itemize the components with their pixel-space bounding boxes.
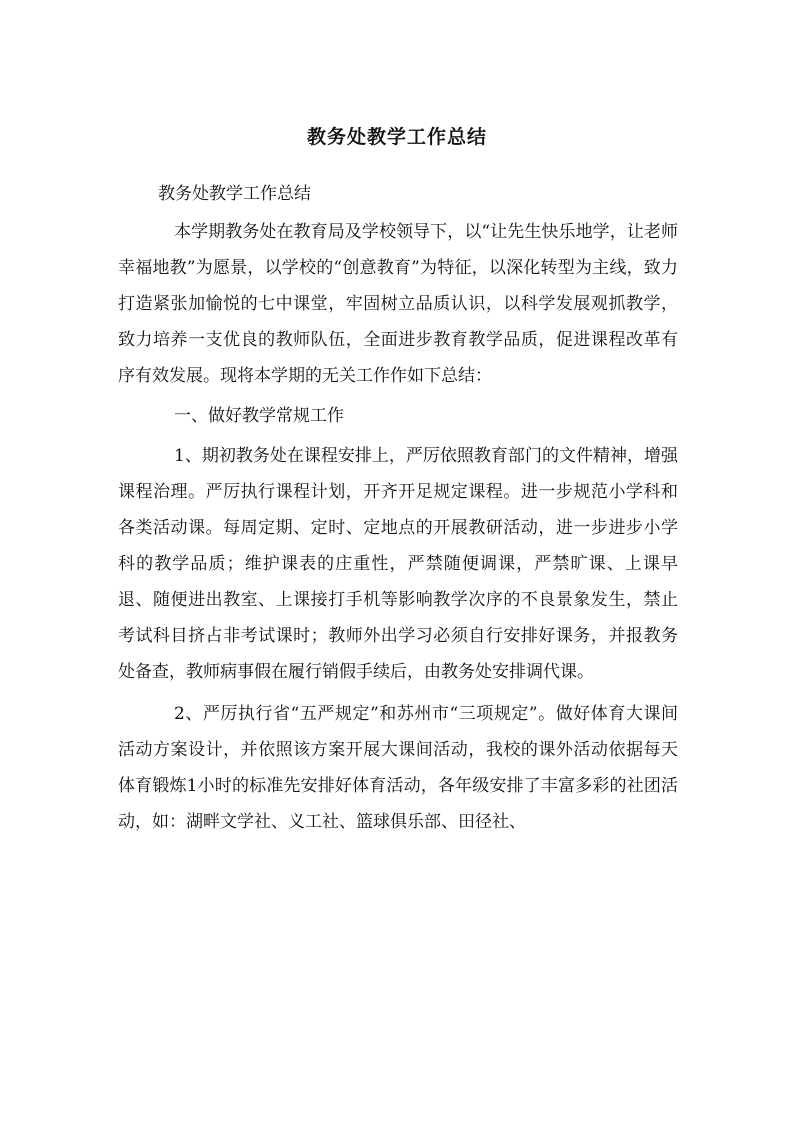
section-heading-1: 一、做好教学常规工作 [174, 406, 344, 426]
document-subtitle: 教务处教学工作总结 [158, 184, 311, 204]
document-body [118, 178, 678, 840]
intro-paragraph: 本学期教务处在教育局及学校领导下，以“让先生快乐地学，让老师幸福地教”为愿景，以学校的“创意教育”为特征，以深化转型为主线，致力打造紧张加愉悦的七中课堂，牢固树立品质认识，以科学发展观抓教学，致力培养一支优良的教师队伍，全面进步教育教学品质，促进课程改革有序有效发展。现将本学期的无关工作作如下总结： [118, 222, 678, 386]
item-2-paragraph: 2、严厉执行省“五严规定”和苏州市“三项规定”。做好体育大课间活动方案设计，并依照该方案开展大课间活动，我校的课外活动依据每天体育锻炼1小时的标准先安排好体育活动，各年级安排了丰富多彩的社团活动，如：湖畔文学社、义工社、篮球俱乐部、田径社、 [118, 704, 678, 832]
document-title: 教务处教学工作总结 [306, 126, 487, 148]
item-1-paragraph: 1、期初教务处在课程安排上，严厉依照教育部门的文件精神，增强课程治理。严厉执行课程计划，开齐开足规定课程。进一步规范小学科和各类活动课。每周定期、定时、定地点的开展教研活动，进一步进步小学科的教学品质；维护课表的庄重性，严禁随便调课，严禁旷课、上课早退、随便进出教室、上课接打手机等影响教学次序的不良景象发生，禁止考试科目挤占非考试课时；教师外出学习必须自行安排好课务，并报教务处备查，教师病事假在履行销假手续后，由教务处安排调代课。 [118, 446, 678, 682]
